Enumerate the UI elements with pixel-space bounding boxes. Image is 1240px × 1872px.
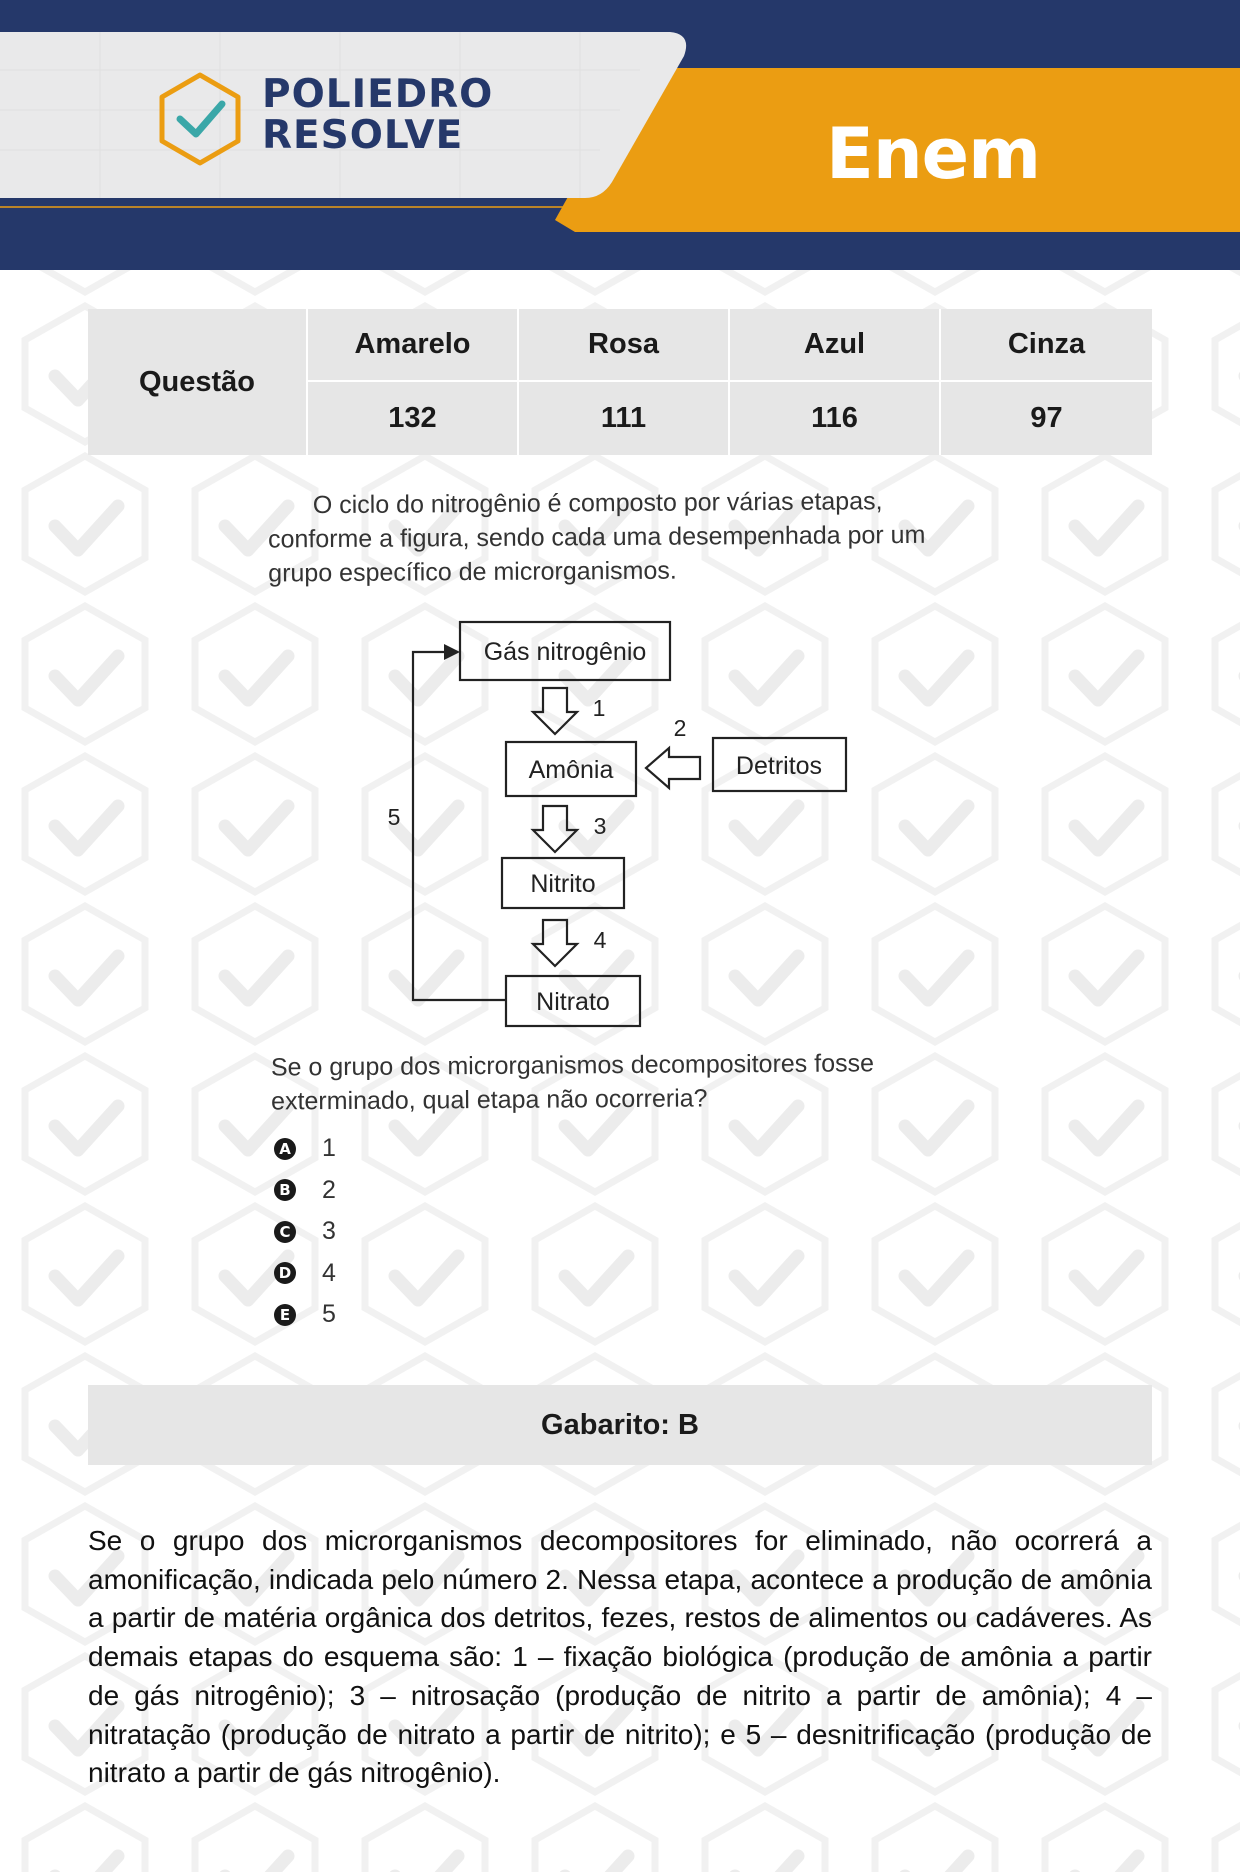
column-header-amarelo: Amarelo (308, 309, 519, 382)
label-step-2: 2 (673, 715, 687, 741)
option-d-letter: D (274, 1262, 296, 1284)
option-d-text: 4 (322, 1258, 336, 1287)
column-header-cinza: Cinza (941, 309, 1152, 382)
node-gas-nitrogenio: Gás nitrogênio (483, 638, 647, 666)
arrow-step-2 (646, 748, 700, 788)
question-label: Questão (88, 309, 308, 455)
answer-key-bar (88, 1385, 1152, 1465)
brand-logo-text (262, 74, 493, 156)
option-a-text: 1 (322, 1134, 336, 1163)
nitrogen-cycle-diagram (380, 610, 880, 1040)
option-e-letter: E (274, 1304, 296, 1326)
number-azul: 116 (730, 382, 941, 455)
label-step-3: 3 (593, 813, 607, 839)
arrow-step-5 (413, 652, 506, 1000)
label-step-1: 1 (592, 695, 606, 721)
option-c[interactable] (274, 1211, 336, 1253)
node-nitrato: Nitrato (536, 988, 610, 1016)
option-b[interactable] (274, 1170, 336, 1212)
column-header-rosa: Rosa (519, 309, 730, 382)
answer-key-text: Gabarito: B (541, 1408, 699, 1441)
option-a-letter: A (274, 1138, 296, 1160)
exam-title: Enem (826, 113, 1041, 195)
explanation-text: Se o grupo dos microrganismos decompositores for eliminado, não ocorrerá a amonificação, indicada pelo número 2. Nessa etapa, acontece a produção de amônia a partir de matéria orgânica dos detritos, fezes, restos de alimentos ou cadáveres. As demais etapas do esquema são: 1 – fixação biológica (produção de amônia a partir de gás nitrogênio); 3 – nitrosação (produção de nitrito a partir de amônia); 4 – nitratação (produção de nitrato a partir de nitrito); e 5 – desnitrificação (produção de nitrato a partir de gás nitrogênio). (88, 1525, 1152, 1789)
arrow-step-3 (533, 806, 577, 852)
brand-line-1: POLIEDRO (262, 72, 494, 117)
column-header-azul: Azul (730, 309, 941, 382)
question-intro (268, 484, 981, 591)
brand-line-2: RESOLVE (262, 113, 464, 158)
header-banner (0, 0, 1240, 270)
option-a[interactable] (274, 1128, 336, 1170)
node-nitrito: Nitrito (530, 870, 596, 898)
question-number-table (88, 309, 1152, 455)
option-e-text: 5 (322, 1300, 336, 1329)
arrow-step-4 (533, 920, 577, 966)
node-amonia: Amônia (528, 756, 614, 784)
option-c-text: 3 (322, 1217, 336, 1246)
arrow-step-5-head (444, 644, 460, 660)
option-d[interactable] (274, 1253, 336, 1295)
answer-options (274, 1128, 336, 1336)
node-detritos: Detritos (735, 752, 823, 780)
number-rosa: 111 (519, 382, 730, 455)
number-cinza: 97 (941, 382, 1152, 455)
option-c-letter: C (274, 1221, 296, 1243)
option-e[interactable] (274, 1294, 336, 1336)
option-b-text: 2 (322, 1175, 336, 1204)
arrow-step-1 (533, 688, 577, 734)
option-b-letter: B (274, 1179, 296, 1201)
label-step-5: 5 (387, 804, 401, 830)
label-step-4: 4 (593, 927, 607, 953)
question-intro-text: O ciclo do nitrogênio é composto por várias etapas, conforme a figura, sendo cada uma desempenhada por um grupo específico de microrganismos. (267, 487, 926, 588)
question-prompt: Se o grupo dos microrganismos decompositores fosse exterminado, qual etapa não ocorreria? (270, 1049, 875, 1116)
number-amarelo: 132 (308, 382, 519, 455)
